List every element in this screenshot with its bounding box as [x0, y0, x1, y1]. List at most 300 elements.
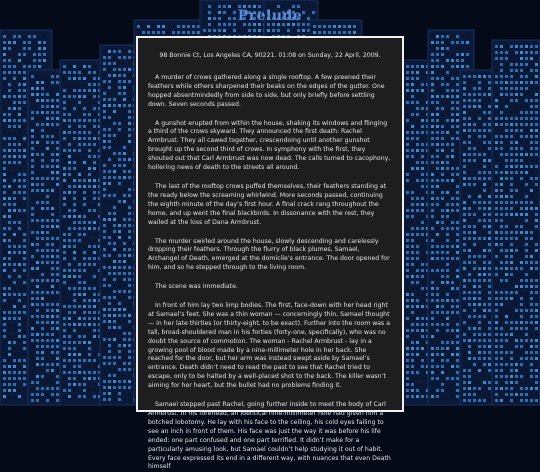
building-window — [63, 395, 66, 398]
building-window — [103, 98, 106, 101]
building-window — [123, 128, 126, 131]
building-window — [56, 243, 59, 246]
building-window — [41, 357, 44, 360]
building-window — [411, 149, 414, 152]
building-window — [18, 215, 21, 218]
building-window — [13, 317, 16, 320]
building-window — [78, 83, 81, 86]
building-window — [88, 383, 91, 386]
building-window — [323, 25, 326, 28]
building-window — [118, 68, 121, 71]
building-window — [113, 86, 116, 89]
building-window — [93, 245, 96, 248]
building-window — [18, 173, 21, 176]
building-window — [78, 281, 81, 284]
building-window — [18, 167, 21, 170]
building-window — [51, 117, 54, 120]
building-window — [411, 83, 414, 86]
building-window — [113, 242, 116, 245]
building-window — [83, 113, 86, 116]
building-window — [248, 29, 251, 32]
building-window — [31, 345, 34, 348]
building-window — [36, 393, 39, 396]
building-window — [83, 317, 86, 320]
building-window — [51, 345, 54, 348]
building-window — [8, 341, 11, 344]
building-window — [36, 201, 39, 204]
building-window — [103, 362, 106, 365]
building-window — [36, 309, 39, 312]
building-window — [23, 341, 26, 344]
building-window — [8, 389, 11, 392]
building-window — [68, 293, 71, 296]
building-window — [88, 65, 91, 68]
building-window — [51, 267, 54, 270]
building-window — [41, 255, 44, 258]
building-window — [103, 74, 106, 77]
building-window — [33, 65, 36, 68]
building-window — [406, 119, 409, 122]
building-window — [123, 212, 126, 215]
building-window — [46, 183, 49, 186]
building-window — [113, 104, 116, 107]
building-window — [88, 395, 91, 398]
building-window — [118, 110, 121, 113]
building-window — [51, 339, 54, 342]
building-window — [46, 123, 49, 126]
building-window — [88, 275, 91, 278]
building-window — [406, 107, 409, 110]
building-window — [36, 261, 39, 264]
building-window — [63, 335, 66, 338]
building-window — [56, 171, 59, 174]
building-window — [73, 113, 76, 116]
building-window — [51, 297, 54, 300]
building-window — [13, 311, 16, 314]
building-window — [68, 275, 71, 278]
building-window — [56, 267, 59, 270]
building-window — [51, 135, 54, 138]
building-window — [63, 77, 66, 80]
building-window — [18, 293, 21, 296]
building-window — [36, 273, 39, 276]
building-window — [56, 189, 59, 192]
building-window — [93, 365, 96, 368]
building-window — [23, 221, 26, 224]
building-window — [411, 89, 414, 92]
building-window — [8, 251, 11, 254]
building-window — [28, 59, 31, 62]
building-window — [108, 170, 111, 173]
building-window — [83, 359, 86, 362]
building-window — [182, 31, 185, 34]
building-window — [28, 47, 31, 50]
building-window — [73, 77, 76, 80]
building-window — [23, 329, 26, 332]
building-window — [103, 272, 106, 275]
building-window — [8, 317, 11, 320]
building-window — [18, 281, 21, 284]
building-window — [73, 227, 76, 230]
building-window — [88, 335, 91, 338]
building-window — [36, 363, 39, 366]
building-window — [18, 245, 21, 248]
building-window — [162, 31, 165, 34]
building-window — [3, 293, 6, 296]
building-window — [88, 83, 91, 86]
building-window — [172, 31, 175, 34]
building-window — [46, 81, 49, 84]
building-window — [31, 261, 34, 264]
building-window — [103, 248, 106, 251]
building-window — [18, 197, 21, 200]
building-window — [103, 212, 106, 215]
building-window — [63, 167, 66, 170]
building-window — [103, 368, 106, 371]
building-window — [78, 65, 81, 68]
building-window — [56, 345, 59, 348]
building-window — [108, 398, 111, 401]
building-window — [128, 308, 131, 311]
building-window — [88, 365, 91, 368]
building-window — [78, 107, 81, 110]
building-window — [51, 159, 54, 162]
building-window — [46, 195, 49, 198]
building-window — [123, 296, 126, 299]
building-window — [56, 183, 59, 186]
building-window — [93, 293, 96, 296]
building-window — [3, 287, 6, 290]
building-window — [83, 203, 86, 206]
building-window — [108, 134, 111, 137]
building-window — [123, 218, 126, 221]
building-window — [118, 164, 121, 167]
building-window — [123, 68, 126, 71]
building-window — [416, 101, 419, 104]
building-window — [108, 386, 111, 389]
building-window — [93, 155, 96, 158]
building-window — [73, 383, 76, 386]
building-window — [13, 245, 16, 248]
building-window — [31, 309, 34, 312]
building-window — [118, 224, 121, 227]
building-window — [8, 149, 11, 152]
building-window — [41, 351, 44, 354]
building-window — [73, 239, 76, 242]
building-window — [63, 257, 66, 260]
building-window — [83, 197, 86, 200]
building-window — [103, 110, 106, 113]
building-window — [68, 197, 71, 200]
building-window — [88, 179, 91, 182]
building-window — [128, 350, 131, 353]
building-window — [78, 125, 81, 128]
building-window — [83, 293, 86, 296]
building-window — [36, 267, 39, 270]
building-window — [56, 261, 59, 264]
building-window — [13, 119, 16, 122]
building-window — [78, 341, 81, 344]
building-window — [31, 177, 34, 180]
building-window — [63, 83, 66, 86]
building-window — [128, 236, 131, 239]
building-window — [118, 218, 121, 221]
building-window — [103, 146, 106, 149]
building-window — [33, 47, 36, 50]
building-window — [123, 284, 126, 287]
building-window — [113, 170, 116, 173]
building-window — [3, 329, 6, 332]
building-window — [63, 119, 66, 122]
building-window — [93, 113, 96, 116]
building-window — [31, 99, 34, 102]
building-window — [56, 81, 59, 84]
building-window — [56, 297, 59, 300]
building-window — [36, 111, 39, 114]
building-window — [123, 254, 126, 257]
building-window — [51, 321, 54, 324]
building-window — [46, 333, 49, 336]
building-window — [23, 305, 26, 308]
building-window — [38, 47, 41, 50]
building-window — [51, 333, 54, 336]
building-window — [88, 197, 91, 200]
building-window — [113, 92, 116, 95]
building-window — [78, 263, 81, 266]
building-window — [18, 155, 21, 158]
building-window — [328, 25, 331, 28]
building-window — [108, 392, 111, 395]
building-window — [51, 129, 54, 132]
building-window — [63, 311, 66, 314]
building-window — [411, 95, 414, 98]
building-window — [113, 68, 116, 71]
building-window — [41, 105, 44, 108]
building-window — [93, 149, 96, 152]
building-window — [63, 191, 66, 194]
building-window — [83, 299, 86, 302]
building-window — [93, 269, 96, 272]
building-window — [157, 25, 160, 28]
building-window — [31, 369, 34, 372]
building-window — [13, 227, 16, 230]
building-window — [83, 191, 86, 194]
building-window — [18, 353, 21, 356]
building-window — [218, 29, 221, 32]
building-window — [13, 167, 16, 170]
building-window — [108, 236, 111, 239]
building-window — [83, 329, 86, 332]
building-window — [51, 105, 54, 108]
building-window — [93, 251, 96, 254]
building-window — [113, 272, 116, 275]
building-window — [23, 77, 26, 80]
building-window — [13, 347, 16, 350]
building-window — [113, 320, 116, 323]
building-window — [88, 167, 91, 170]
building-window — [93, 341, 96, 344]
building-window — [128, 302, 131, 305]
building-window — [353, 31, 356, 34]
building-window — [41, 195, 44, 198]
building-window — [3, 269, 6, 272]
building-window — [31, 111, 34, 114]
building-window — [51, 303, 54, 306]
building-window — [46, 303, 49, 306]
building-window — [123, 134, 126, 137]
building-window — [56, 333, 59, 336]
building-window — [108, 302, 111, 305]
building-window — [63, 95, 66, 98]
building-window — [68, 335, 71, 338]
building-window — [31, 207, 34, 210]
building-window — [113, 80, 116, 83]
building-window — [68, 317, 71, 320]
building-window — [46, 381, 49, 384]
building-window — [123, 320, 126, 323]
building-window — [108, 266, 111, 269]
building-window — [123, 152, 126, 155]
building-window — [8, 125, 11, 128]
building-window — [51, 81, 54, 84]
building-window — [18, 89, 21, 92]
building-window — [83, 119, 86, 122]
building-window — [73, 71, 76, 74]
building-window — [23, 281, 26, 284]
building-window — [3, 59, 6, 62]
building-window — [43, 65, 46, 68]
building-window — [128, 254, 131, 257]
building-window — [78, 311, 81, 314]
building-window — [123, 314, 126, 317]
building-window — [51, 285, 54, 288]
building-window — [68, 221, 71, 224]
building-window — [272, 29, 275, 32]
building-window — [348, 31, 351, 34]
building-window — [416, 155, 419, 158]
building-window — [8, 119, 11, 122]
building-window — [83, 347, 86, 350]
building-window — [73, 359, 76, 362]
building-window — [18, 113, 21, 116]
building-window — [36, 369, 39, 372]
building-window — [36, 195, 39, 198]
building-window — [51, 111, 54, 114]
building-window — [78, 101, 81, 104]
building-window — [88, 257, 91, 260]
building-window — [68, 245, 71, 248]
building-window — [113, 56, 116, 59]
building-window — [46, 87, 49, 90]
building-window — [78, 173, 81, 176]
building-window — [18, 269, 21, 272]
building-window — [113, 110, 116, 113]
building-window — [46, 255, 49, 258]
building-window — [63, 137, 66, 140]
building-window — [103, 332, 106, 335]
building-window — [41, 111, 44, 114]
building-window — [292, 29, 295, 32]
building-window — [13, 269, 16, 272]
building-window — [93, 233, 96, 236]
building-window — [51, 375, 54, 378]
building-window — [31, 183, 34, 186]
building-window — [38, 41, 41, 44]
building-window — [78, 305, 81, 308]
building-window — [18, 383, 21, 386]
building-window — [41, 213, 44, 216]
building-window — [38, 53, 41, 56]
building-window — [51, 219, 54, 222]
building-window — [68, 65, 71, 68]
building-window — [56, 351, 59, 354]
building-window — [318, 25, 321, 28]
building-window — [108, 164, 111, 167]
building-window — [83, 101, 86, 104]
building-window — [78, 131, 81, 134]
building-window — [36, 123, 39, 126]
building-window — [78, 209, 81, 212]
building-window — [13, 215, 16, 218]
building-window — [108, 362, 111, 365]
building-window — [93, 203, 96, 206]
building-window — [51, 183, 54, 186]
building-window — [46, 129, 49, 132]
building-window — [18, 71, 21, 74]
building-window — [51, 99, 54, 102]
building-window — [23, 245, 26, 248]
building-window — [8, 197, 11, 200]
building-window — [36, 339, 39, 342]
building-window — [128, 164, 131, 167]
building-window — [83, 389, 86, 392]
building-window — [63, 131, 66, 134]
building-window — [73, 89, 76, 92]
building-window — [73, 335, 76, 338]
building-window — [63, 227, 66, 230]
building-window — [3, 89, 6, 92]
building-window — [128, 146, 131, 149]
building-window — [31, 171, 34, 174]
building-window — [41, 381, 44, 384]
building-window — [123, 290, 126, 293]
building-window — [28, 35, 31, 38]
building-window — [18, 53, 21, 56]
building-window — [83, 83, 86, 86]
building-window — [63, 347, 66, 350]
building-window — [113, 194, 116, 197]
building-window — [41, 285, 44, 288]
building-window — [128, 356, 131, 359]
building-window — [41, 189, 44, 192]
building-window — [68, 305, 71, 308]
building-window — [103, 386, 106, 389]
building-window — [123, 176, 126, 179]
building-window — [88, 281, 91, 284]
building-window — [118, 302, 121, 305]
building-window — [18, 95, 21, 98]
building-window — [36, 105, 39, 108]
building-window — [113, 344, 116, 347]
building-window — [416, 77, 419, 80]
building-window — [8, 365, 11, 368]
building-window — [78, 161, 81, 164]
building-window — [78, 251, 81, 254]
building-window — [46, 393, 49, 396]
building-window — [56, 339, 59, 342]
building-window — [93, 167, 96, 170]
building-window — [228, 29, 231, 32]
